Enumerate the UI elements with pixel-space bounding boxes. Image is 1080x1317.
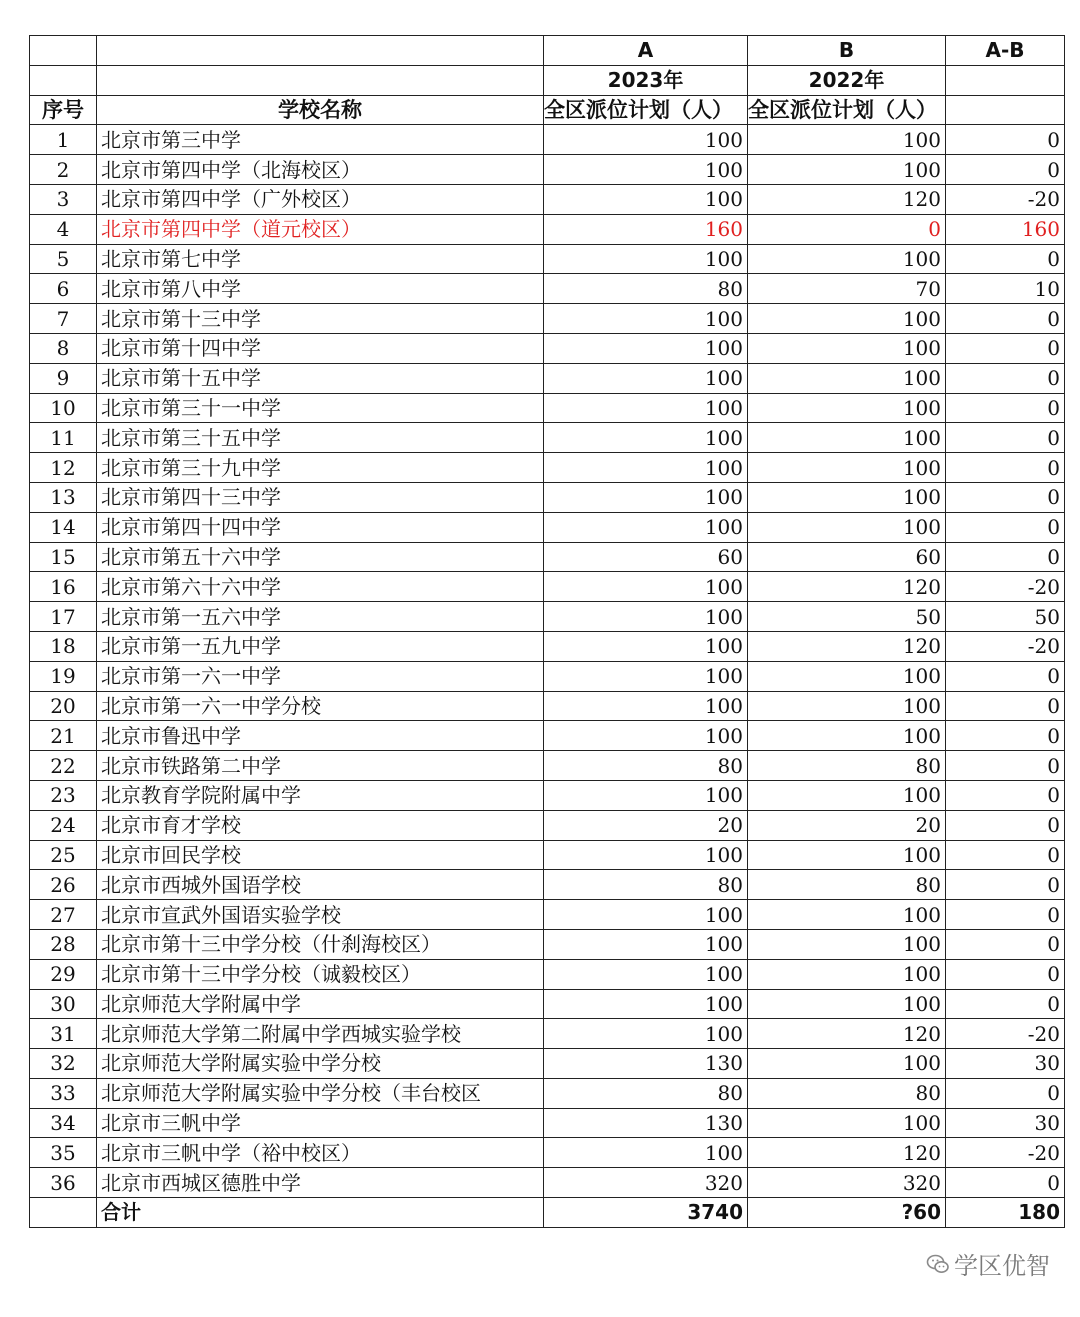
plan-diff: 0 [946,810,1065,840]
plan-2023: 100 [544,929,748,959]
plan-2023: 100 [544,631,748,661]
table-row [30,512,1065,542]
plan-diff: 0 [946,423,1065,453]
plan-diff: 0 [946,900,1065,930]
plan-2022: 100 [748,363,946,393]
plan-2022: 100 [748,929,946,959]
plan-2022: 100 [748,155,946,185]
row-index: 4 [30,214,97,244]
row-index: 31 [30,1019,97,1049]
table-row [30,661,1065,691]
plan-2022: 100 [748,1049,946,1079]
row-index: 11 [30,423,97,453]
plan-2023: 100 [544,512,748,542]
plan-diff: -20 [946,631,1065,661]
plan-2022: 100 [748,304,946,334]
header-blank [30,36,97,66]
plan-2023: 100 [544,721,748,751]
plan-2022: 20 [748,810,946,840]
table-row [30,691,1065,721]
plan-2022: 100 [748,661,946,691]
table-row [30,1049,1065,1079]
school-name: 北京市第四中学（道元校区） [97,214,544,244]
table-row [30,929,1065,959]
total-blank [30,1198,97,1228]
plan-diff: 0 [946,482,1065,512]
school-name: 北京市第一六一中学 [97,661,544,691]
row-index: 23 [30,780,97,810]
row-index: 32 [30,1049,97,1079]
plan-2023: 20 [544,810,748,840]
plan-2022: 100 [748,423,946,453]
plan-2022: 100 [748,393,946,423]
header-col-b-letter: B [748,36,946,66]
table-row [30,304,1065,334]
table-row [30,482,1065,512]
row-index: 14 [30,512,97,542]
row-index: 19 [30,661,97,691]
plan-2023: 100 [544,482,748,512]
plan-2023: 100 [544,1138,748,1168]
plan-diff: 0 [946,512,1065,542]
header-col-ab-letter: A-B [946,36,1065,66]
row-index: 10 [30,393,97,423]
plan-2022: 100 [748,482,946,512]
total-2023: 3740 [544,1198,748,1228]
school-name: 北京市西城区德胜中学 [97,1168,544,1198]
school-name: 北京市宣武外国语实验学校 [97,900,544,930]
plan-diff: 0 [946,453,1065,483]
row-index: 8 [30,333,97,363]
header-blank [946,65,1065,95]
row-index: 35 [30,1138,97,1168]
plan-2023: 100 [544,900,748,930]
row-index: 16 [30,572,97,602]
plan-2023: 320 [544,1168,748,1198]
plan-diff: 0 [946,1078,1065,1108]
plan-2023: 100 [544,959,748,989]
plan-2023: 100 [544,333,748,363]
table-row [30,393,1065,423]
row-index: 33 [30,1078,97,1108]
plan-diff: 0 [946,929,1065,959]
plan-diff: 0 [946,870,1065,900]
school-name: 北京市第三十一中学 [97,393,544,423]
plan-2023: 100 [544,1019,748,1049]
plan-diff: 0 [946,304,1065,334]
watermark-text: 学区优智 [954,1252,1050,1280]
row-index: 24 [30,810,97,840]
header-col-a-letter: A [544,36,748,66]
plan-2022: 100 [748,691,946,721]
watermark [926,1246,1050,1281]
school-name: 北京市三帆中学 [97,1108,544,1138]
school-name: 北京市第三中学 [97,125,544,155]
row-index: 21 [30,721,97,751]
plan-2023: 100 [544,184,748,214]
school-name: 北京市第十五中学 [97,363,544,393]
table-row [30,870,1065,900]
school-name: 北京市第一五九中学 [97,631,544,661]
row-index: 27 [30,900,97,930]
row-index: 7 [30,304,97,334]
school-name: 北京市第十三中学 [97,304,544,334]
row-index: 3 [30,184,97,214]
plan-2023: 80 [544,274,748,304]
plan-2023: 80 [544,751,748,781]
plan-2023: 100 [544,125,748,155]
plan-2023: 100 [544,602,748,632]
plan-2022: 120 [748,184,946,214]
school-name: 北京市第十三中学分校（什刹海校区） [97,929,544,959]
school-name: 北京教育学院附属中学 [97,780,544,810]
table-row [30,1019,1065,1049]
plan-2023: 100 [544,691,748,721]
plan-2023: 100 [544,661,748,691]
table-row [30,1108,1065,1138]
school-name: 北京市第五十六中学 [97,542,544,572]
header-row-letters [30,36,1065,66]
plan-2022: 100 [748,244,946,274]
plan-diff: 0 [946,780,1065,810]
table-row [30,780,1065,810]
plan-2023: 100 [544,155,748,185]
school-name: 北京市西城外国语学校 [97,870,544,900]
school-name: 北京市第十四中学 [97,333,544,363]
plan-2023: 100 [544,244,748,274]
table-row [30,423,1065,453]
total-label: 合计 [97,1198,544,1228]
plan-2022: 120 [748,1019,946,1049]
plan-2022: 100 [748,333,946,363]
table-row [30,155,1065,185]
plan-diff: 10 [946,274,1065,304]
school-name: 北京市育才学校 [97,810,544,840]
plan-2023: 100 [544,304,748,334]
plan-diff: -20 [946,184,1065,214]
plan-diff: 0 [946,155,1065,185]
row-index: 28 [30,929,97,959]
school-name: 北京师范大学第二附属中学西城实验学校 [97,1019,544,1049]
school-name: 北京市三帆中学（裕中校区） [97,1138,544,1168]
table-row [30,274,1065,304]
plan-2022: 120 [748,1138,946,1168]
plan-2023: 100 [544,989,748,1019]
school-name: 北京师范大学附属实验中学分校（丰台校区 [97,1078,544,1108]
table-row [30,125,1065,155]
plan-2022: 120 [748,631,946,661]
row-index: 25 [30,840,97,870]
row-index: 9 [30,363,97,393]
row-index: 30 [30,989,97,1019]
school-name: 北京市铁路第二中学 [97,751,544,781]
school-name: 北京市第三十五中学 [97,423,544,453]
plan-2023: 100 [544,423,748,453]
plan-diff: 0 [946,661,1065,691]
plan-2022: 50 [748,602,946,632]
header-blank [97,36,544,66]
plan-diff: -20 [946,1019,1065,1049]
table-row [30,810,1065,840]
school-name: 北京市第四十四中学 [97,512,544,542]
plan-2023: 80 [544,870,748,900]
row-index: 22 [30,751,97,781]
plan-diff: 0 [946,333,1065,363]
plan-diff: 30 [946,1049,1065,1079]
plan-diff: 0 [946,542,1065,572]
plan-2022: 60 [748,542,946,572]
header-col-a-year: 2023年 [544,65,748,95]
row-index: 13 [30,482,97,512]
header-row-years [30,65,1065,95]
table-row [30,602,1065,632]
plan-2022: 320 [748,1168,946,1198]
header-index-label: 序号 [30,95,97,125]
plan-diff: 0 [946,959,1065,989]
table-row [30,333,1065,363]
row-index: 15 [30,542,97,572]
row-index: 1 [30,125,97,155]
school-name: 北京市回民学校 [97,840,544,870]
table-row [30,214,1065,244]
school-name: 北京市第四十三中学 [97,482,544,512]
plan-diff: 0 [946,393,1065,423]
table-row [30,363,1065,393]
table-row [30,572,1065,602]
school-name: 北京市第六十六中学 [97,572,544,602]
plan-2023: 100 [544,363,748,393]
plan-2023: 80 [544,1078,748,1108]
row-index: 26 [30,870,97,900]
table-row [30,1168,1065,1198]
school-name: 北京市第十三中学分校（诚毅校区） [97,959,544,989]
school-name: 北京师范大学附属实验中学分校 [97,1049,544,1079]
plan-2022: 100 [748,780,946,810]
school-name: 北京市第四中学（北海校区） [97,155,544,185]
table-row [30,244,1065,274]
plan-2023: 100 [544,840,748,870]
school-name: 北京师范大学附属中学 [97,989,544,1019]
plan-2023: 60 [544,542,748,572]
total-diff: 180 [946,1198,1065,1228]
plan-2022: 100 [748,840,946,870]
row-index: 36 [30,1168,97,1198]
plan-2022: 80 [748,1078,946,1108]
table-row [30,989,1065,1019]
plan-2022: 100 [748,989,946,1019]
total-row [30,1198,1065,1228]
plan-diff: -20 [946,1138,1065,1168]
plan-2022: 100 [748,721,946,751]
school-name: 北京市第三十九中学 [97,453,544,483]
plan-diff: 0 [946,989,1065,1019]
table-row [30,840,1065,870]
row-index: 20 [30,691,97,721]
row-index: 17 [30,602,97,632]
header-col-b-label: 全区派位计划（人） [748,95,946,125]
row-index: 18 [30,631,97,661]
plan-diff: 0 [946,751,1065,781]
row-index: 2 [30,155,97,185]
plan-diff: 30 [946,1108,1065,1138]
header-school-name-label: 学校名称 [97,95,544,125]
table-row [30,751,1065,781]
plan-diff: 0 [946,840,1065,870]
plan-diff: 0 [946,691,1065,721]
school-name: 北京市第八中学 [97,274,544,304]
plan-2022: 120 [748,572,946,602]
table-row [30,184,1065,214]
wechat-icon [926,1252,950,1276]
header-blank [97,65,544,95]
row-index: 12 [30,453,97,483]
plan-2022: 100 [748,453,946,483]
plan-diff: 0 [946,244,1065,274]
plan-diff: 0 [946,125,1065,155]
header-row-labels [30,95,1065,125]
plan-2022: 70 [748,274,946,304]
plan-2023: 100 [544,572,748,602]
table-row [30,721,1065,751]
plan-diff: 50 [946,602,1065,632]
plan-2022: 100 [748,125,946,155]
plan-diff: 0 [946,721,1065,751]
plan-diff: 0 [946,363,1065,393]
school-allocation-table [29,35,1065,1228]
plan-2022: 100 [748,512,946,542]
plan-2023: 130 [544,1108,748,1138]
plan-2023: 100 [544,393,748,423]
school-name: 北京市第七中学 [97,244,544,274]
plan-2022: 100 [748,900,946,930]
plan-2022: 80 [748,870,946,900]
table-row [30,453,1065,483]
school-name: 北京市第一六一中学分校 [97,691,544,721]
plan-2023: 100 [544,453,748,483]
table-row [30,1138,1065,1168]
row-index: 6 [30,274,97,304]
table-row [30,900,1065,930]
plan-2023: 100 [544,780,748,810]
plan-2023: 160 [544,214,748,244]
row-index: 5 [30,244,97,274]
plan-2022: 100 [748,959,946,989]
plan-diff: 160 [946,214,1065,244]
plan-2023: 130 [544,1049,748,1079]
table-row [30,959,1065,989]
table-row [30,631,1065,661]
school-name: 北京市鲁迅中学 [97,721,544,751]
plan-diff: -20 [946,572,1065,602]
total-2022: ?60 [748,1198,946,1228]
header-col-b-year: 2022年 [748,65,946,95]
table-row [30,542,1065,572]
school-name: 北京市第一五六中学 [97,602,544,632]
plan-diff: 0 [946,1168,1065,1198]
header-blank [30,65,97,95]
row-index: 29 [30,959,97,989]
plan-2022: 80 [748,751,946,781]
table-row [30,1078,1065,1108]
row-index: 34 [30,1108,97,1138]
header-blank [946,95,1065,125]
plan-2022: 0 [748,214,946,244]
plan-2022: 100 [748,1108,946,1138]
header-col-a-label: 全区派位计划（人） [544,95,748,125]
school-name: 北京市第四中学（广外校区） [97,184,544,214]
